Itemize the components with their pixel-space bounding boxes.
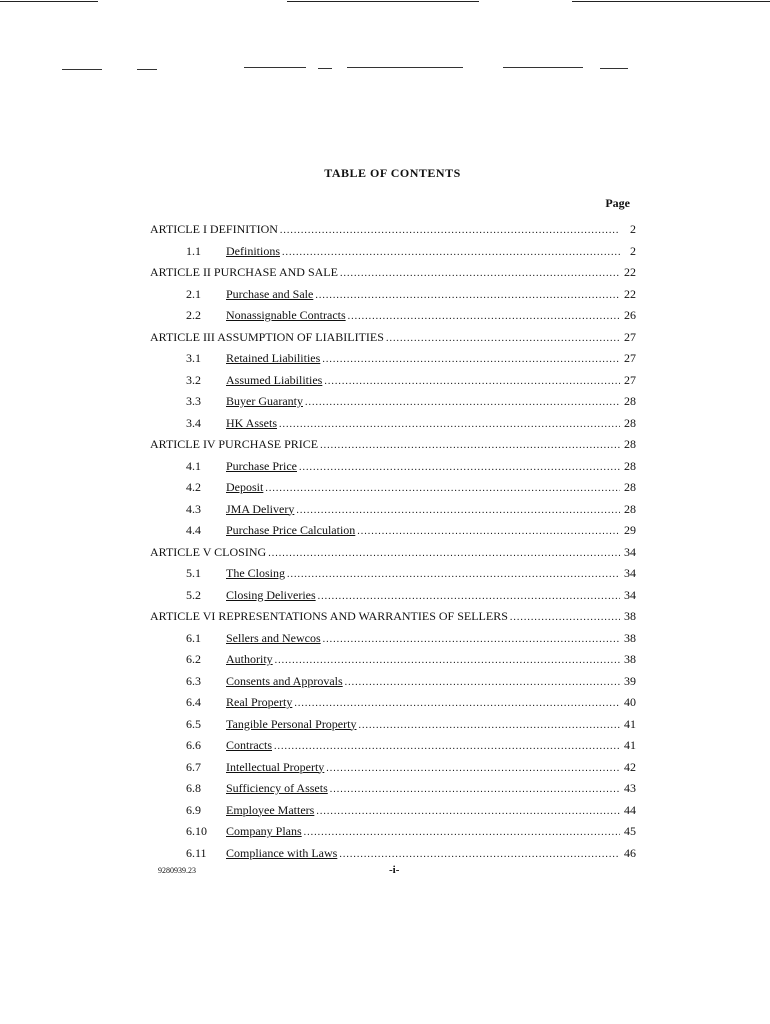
toc-section-row[interactable] bbox=[150, 308, 636, 330]
page-ref: 28 bbox=[624, 437, 636, 451]
section-title: Compliance with Laws bbox=[226, 845, 338, 860]
scan-artifact bbox=[318, 68, 332, 69]
page-ref: 34 bbox=[624, 544, 636, 559]
section-title: Closing Deliveries bbox=[226, 587, 316, 602]
page-ref: 45 bbox=[624, 824, 636, 838]
section-number: 1.1 bbox=[186, 243, 201, 258]
page-ref: 41 bbox=[624, 738, 636, 752]
section-number: 6.8 bbox=[186, 781, 201, 795]
dot-leader bbox=[279, 416, 620, 431]
toc-section-row[interactable] bbox=[150, 631, 636, 653]
toc-section-row[interactable] bbox=[150, 373, 636, 395]
page-number: -i- bbox=[389, 864, 400, 876]
toc-section-row[interactable] bbox=[150, 760, 636, 782]
page-ref: 28 bbox=[624, 458, 636, 473]
toc-article-row[interactable] bbox=[150, 330, 636, 352]
toc-section-row[interactable] bbox=[150, 287, 636, 309]
toc-section-row[interactable] bbox=[150, 717, 636, 739]
toc-section-row[interactable] bbox=[150, 824, 636, 846]
page-ref: 27 bbox=[624, 329, 636, 344]
scan-artifact bbox=[62, 69, 102, 70]
section-title: Purchase and Sale bbox=[226, 286, 314, 301]
section-title: Intellectual Property bbox=[226, 759, 325, 774]
section-title: Assumed Liabilities bbox=[226, 372, 323, 387]
document-id: 9280939.23 bbox=[158, 866, 196, 875]
section-number: 4.2 bbox=[186, 480, 201, 494]
dot-leader bbox=[322, 351, 620, 366]
dot-leader bbox=[294, 695, 620, 710]
dot-leader bbox=[358, 717, 620, 732]
section-number: 6.7 bbox=[186, 759, 201, 774]
section-number: 3.3 bbox=[186, 394, 201, 408]
dot-leader bbox=[275, 652, 620, 667]
section-number: 2.1 bbox=[186, 286, 201, 301]
page-ref: 34 bbox=[624, 587, 636, 602]
dot-leader bbox=[324, 373, 620, 388]
scan-artifact bbox=[503, 67, 583, 68]
scan-line bbox=[0, 1, 98, 2]
section-number: 3.4 bbox=[186, 415, 201, 430]
toc-section-row[interactable] bbox=[150, 652, 636, 674]
page-ref: 27 bbox=[624, 372, 636, 387]
section-number: 6.9 bbox=[186, 802, 201, 817]
page-ref: 40 bbox=[624, 695, 636, 709]
page-ref: 43 bbox=[624, 781, 636, 795]
toc-section-row[interactable] bbox=[150, 588, 636, 610]
dot-leader bbox=[318, 588, 620, 603]
dot-leader bbox=[304, 824, 620, 839]
section-number: 6.6 bbox=[186, 738, 201, 752]
dot-leader bbox=[305, 394, 620, 409]
page-ref: 26 bbox=[624, 308, 636, 322]
section-title: Contracts bbox=[226, 738, 272, 752]
toc-article-row[interactable] bbox=[150, 545, 636, 567]
dot-leader bbox=[357, 523, 620, 538]
toc-section-row[interactable] bbox=[150, 459, 636, 481]
page-ref: 44 bbox=[624, 802, 636, 817]
toc-section-row[interactable] bbox=[150, 480, 636, 502]
scan-artifact bbox=[244, 67, 306, 68]
section-title: Company Plans bbox=[226, 824, 302, 838]
section-number: 6.4 bbox=[186, 695, 201, 709]
section-number: 6.3 bbox=[186, 673, 201, 688]
toc-section-row[interactable] bbox=[150, 803, 636, 825]
page-ref: 22 bbox=[624, 286, 636, 301]
toc-list bbox=[150, 222, 636, 867]
toc-section-row[interactable] bbox=[150, 502, 636, 524]
section-title: Tangible Personal Property bbox=[226, 716, 357, 731]
page-ref: 28 bbox=[624, 394, 636, 408]
dot-leader bbox=[326, 760, 620, 775]
toc-section-row[interactable] bbox=[150, 244, 636, 266]
dot-leader bbox=[386, 330, 620, 345]
section-title: Retained Liabilities bbox=[226, 351, 321, 365]
dot-leader bbox=[348, 308, 620, 323]
section-title: Deposit bbox=[226, 480, 264, 494]
section-title: Employee Matters bbox=[226, 802, 315, 817]
page-ref: 28 bbox=[624, 480, 636, 494]
dot-leader bbox=[315, 287, 620, 302]
page-ref: 41 bbox=[624, 716, 636, 731]
toc-article-row[interactable] bbox=[150, 437, 636, 459]
page-title: TABLE OF CONTENTS bbox=[324, 166, 461, 180]
dot-leader bbox=[323, 631, 620, 646]
toc-section-row[interactable] bbox=[150, 523, 636, 545]
page-ref: 28 bbox=[624, 415, 636, 430]
section-number: 6.10 bbox=[186, 824, 207, 838]
toc-section-row[interactable] bbox=[150, 394, 636, 416]
section-number: 4.1 bbox=[186, 458, 201, 473]
page-ref: 38 bbox=[624, 652, 636, 666]
section-title: Purchase Price bbox=[226, 458, 297, 473]
section-title: JMA Delivery bbox=[226, 501, 295, 516]
section-title: Sufficiency of Assets bbox=[226, 781, 328, 795]
toc-section-row[interactable] bbox=[150, 738, 636, 760]
dot-leader bbox=[265, 480, 620, 495]
dot-leader bbox=[268, 545, 620, 560]
section-title: Nonassignable Contracts bbox=[226, 308, 346, 322]
toc-section-row[interactable] bbox=[150, 781, 636, 803]
section-title: The Closing bbox=[226, 566, 285, 580]
dot-leader bbox=[340, 265, 620, 280]
article-title: ARTICLE VI REPRESENTATIONS AND WARRANTIES OF SELLERS bbox=[150, 609, 508, 623]
article-title: ARTICLE II PURCHASE AND SALE bbox=[150, 265, 338, 279]
dot-leader bbox=[299, 459, 620, 474]
section-number: 2.2 bbox=[186, 308, 201, 322]
page-ref: 2 bbox=[630, 222, 636, 236]
scan-artifact bbox=[347, 67, 463, 68]
article-title: ARTICLE IV PURCHASE PRICE bbox=[150, 437, 319, 451]
page-ref: 2 bbox=[630, 243, 636, 258]
page-column-label: Page bbox=[605, 196, 630, 210]
article-title: ARTICLE I DEFINITION bbox=[150, 222, 278, 236]
page-ref: 46 bbox=[624, 845, 636, 860]
toc-section-row[interactable] bbox=[150, 674, 636, 696]
page-ref: 29 bbox=[624, 523, 636, 537]
page-ref: 39 bbox=[624, 673, 636, 688]
section-title: Sellers and Newcos bbox=[226, 630, 321, 645]
page-ref: 27 bbox=[624, 351, 636, 365]
page-ref: 34 bbox=[624, 566, 636, 580]
section-title: Definitions bbox=[226, 243, 280, 258]
section-number: 3.1 bbox=[186, 351, 201, 365]
section-title: Purchase Price Calculation bbox=[226, 523, 356, 537]
dot-leader bbox=[316, 803, 620, 818]
toc-article-row[interactable] bbox=[150, 265, 636, 287]
dot-leader bbox=[274, 738, 620, 753]
dot-leader bbox=[330, 781, 620, 796]
toc-section-row[interactable] bbox=[150, 566, 636, 588]
toc-section-row[interactable] bbox=[150, 351, 636, 373]
scan-line bbox=[572, 1, 770, 2]
article-title: ARTICLE V CLOSING bbox=[150, 544, 267, 559]
page-ref: 28 bbox=[624, 501, 636, 516]
page-ref: 38 bbox=[624, 609, 636, 623]
dot-leader bbox=[339, 846, 620, 861]
dot-leader bbox=[296, 502, 620, 517]
scan-artifact bbox=[600, 68, 628, 69]
page-ref: 22 bbox=[624, 265, 636, 279]
dot-leader bbox=[510, 609, 620, 624]
section-number: 5.2 bbox=[186, 587, 201, 602]
dot-leader bbox=[345, 674, 620, 689]
section-number: 6.11 bbox=[186, 845, 207, 860]
section-number: 6.1 bbox=[186, 630, 201, 645]
page-ref: 42 bbox=[624, 759, 636, 774]
toc-article-row[interactable] bbox=[150, 222, 636, 244]
section-title: HK Assets bbox=[226, 415, 278, 430]
section-number: 5.1 bbox=[186, 566, 201, 580]
dot-leader bbox=[282, 244, 620, 259]
section-title: Real Property bbox=[226, 695, 293, 709]
dot-leader bbox=[320, 437, 620, 452]
toc-article-row[interactable] bbox=[150, 609, 636, 631]
section-number: 4.4 bbox=[186, 523, 201, 537]
section-number: 6.2 bbox=[186, 652, 201, 666]
section-title: Consents and Approvals bbox=[226, 673, 343, 688]
scan-line bbox=[287, 1, 479, 2]
section-number: 4.3 bbox=[186, 501, 201, 516]
section-number: 3.2 bbox=[186, 372, 201, 387]
scan-artifact bbox=[137, 69, 157, 70]
page-ref: 38 bbox=[624, 630, 636, 645]
toc-section-row[interactable] bbox=[150, 416, 636, 438]
section-title: Authority bbox=[226, 652, 273, 666]
dot-leader bbox=[287, 566, 620, 581]
section-number: 6.5 bbox=[186, 716, 201, 731]
toc-section-row[interactable] bbox=[150, 695, 636, 717]
dot-leader bbox=[280, 222, 620, 237]
section-title: Buyer Guaranty bbox=[226, 394, 303, 408]
article-title: ARTICLE III ASSUMPTION OF LIABILITIES bbox=[150, 329, 384, 344]
